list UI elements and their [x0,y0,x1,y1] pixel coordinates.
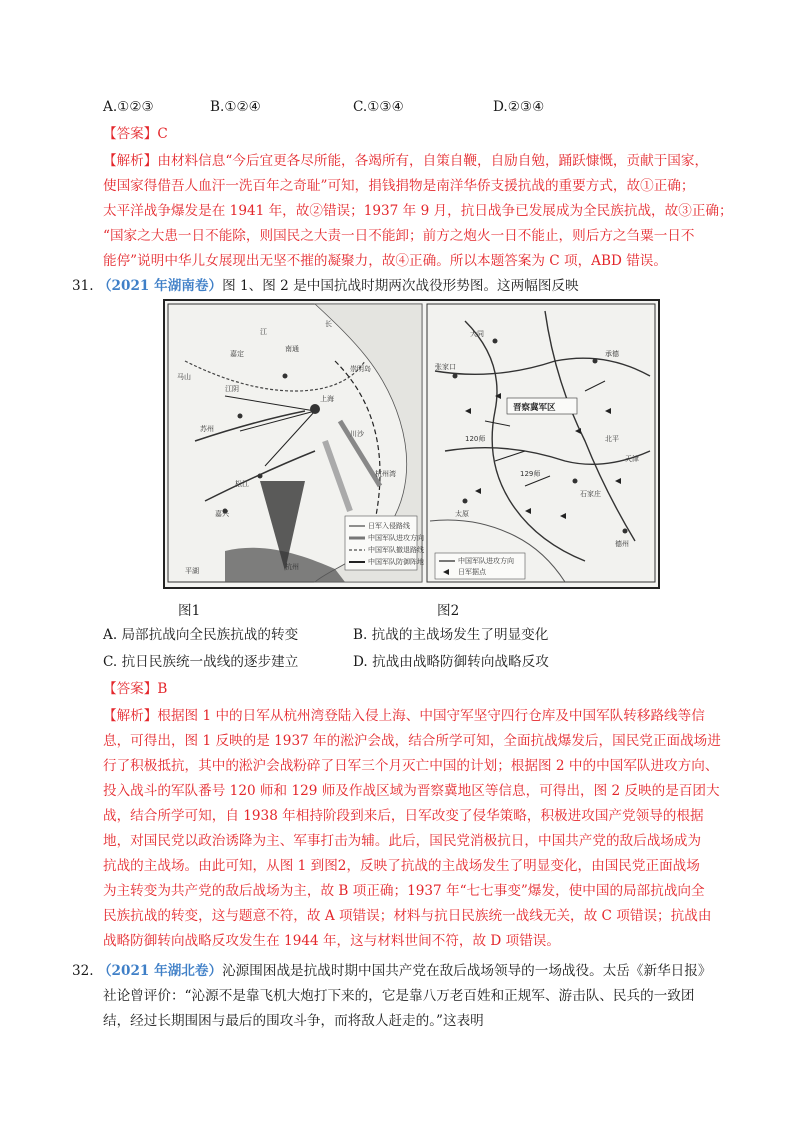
q30-option-c: C.①③④ [353,99,404,115]
map-figure-1 [168,304,424,582]
svg-text:江: 江 [260,328,267,336]
svg-text:中国军队防御阵地: 中国军队防御阵地 [368,558,424,566]
q31-analysis-line: 为主转变为共产党的敌后战场为主，故 B 项正确；1937 年“七七事变”爆发，使中国的局部抗战向全 [103,883,705,899]
svg-text:日军据点: 日军据点 [458,568,486,576]
q30-analysis-line: 【解析】由材料信息“今后宜更各尽所能，各竭所有，自策自鞭，自励自勉，踊跃慷慨，贡献于国家， [103,153,709,169]
map-figure-2 [427,304,655,582]
svg-text:长: 长 [325,320,332,328]
svg-text:中国军队撤退路线: 中国军队撤退路线 [368,546,424,554]
q31-analysis-line: 投入战斗的军队番号 120 师和 129 师及作战区域为晋察冀地区等信息，可得出，图 2 反映的是百团大 [103,783,720,799]
q30-analysis-line: “国家之大患一日不能除，则国民之大责一日不能卸；前方之炮火一日不能止，则后方之刍粟一日不 [103,228,695,244]
q32-stem: 32. （2021 年湖北卷）沁源围困战是抗战时期中国共产党在敌后战场领导的一场战役。太岳《新华日报》 [72,963,712,979]
q30-answer: 【答案】C [103,126,168,142]
svg-text:太原: 太原 [455,510,469,518]
svg-text:承德: 承德 [605,350,619,358]
svg-text:平湖: 平湖 [185,567,199,575]
q31-option-c: C. 抗日民族统一战线的逐步建立 [103,654,299,670]
svg-text:嘉兴: 嘉兴 [215,510,229,518]
q31-analysis-line: 抗战的主战场。由此可知，从图 1 到图2，反映了抗战的主战场发生了明显变化，由国民党正面战场 [103,858,700,874]
q31-analysis-line: 行了积极抵抗，其中的淞沪会战粉碎了日军三个月灭亡中国的计划；根据图 2 中的中国军队进攻方向、 [103,758,719,774]
q31-source: （2021 年湖南卷） [97,278,223,294]
svg-text:上海: 上海 [320,395,334,403]
q32-stem-line: 结，经过长期围困与最后的围攻斗争，而将敌人赶走的。”这表明 [103,1013,484,1029]
svg-text:苏州: 苏州 [200,425,214,433]
svg-text:天津: 天津 [625,455,639,463]
q32-source: （2021 年湖北卷） [97,963,223,979]
q31-analysis-line: 【解析】根据图 1 中的日军从杭州湾登陆入侵上海、中国守军坚守四行仓库及中国军队转移路线等信 [103,708,705,724]
svg-text:张家口: 张家口 [435,363,456,371]
q31-stem: 31. （2021 年湖南卷）图 1、图 2 是中国抗战时期两次战役形势图。这两幅图反映 [72,278,579,294]
svg-text:马山: 马山 [177,373,191,381]
figure-1-caption: 图1 [178,603,201,619]
q31-answer: 【答案】B [103,681,168,697]
svg-text:杭州: 杭州 [285,563,299,571]
svg-text:江阴: 江阴 [225,385,239,393]
svg-text:川沙: 川沙 [350,430,364,438]
q31-analysis-line: 战，结合所学可知，自 1938 年相持阶段到来后，日军改变了侵华策略，积极进攻国产党领导的根据 [103,808,704,824]
q30-option-d: D.②③④ [493,99,545,115]
svg-text:德州: 德州 [615,540,629,548]
q31-analysis-line: 息，可得出，图 1 反映的是 1937 年的淞沪会战，结合所学可知，全面抗战爆发后，国民党正面战场进 [103,733,721,749]
q30-analysis-line: 能停”说明中华儿女展现出无坚不摧的凝聚力，故④正确。所以本题答案为 C 项，ABD 错误。 [103,253,667,269]
q30-analysis-line: 太平洋战争爆发是在 1941 年，故②错误；1937 年 9 月，抗日战争已发展成为全民族抗战，故③正确； [103,203,733,219]
svg-text:大同: 大同 [470,330,484,338]
svg-text:南通: 南通 [285,345,299,353]
svg-text:崇明岛: 崇明岛 [350,365,371,373]
q31-option-a: A. 局部抗战向全民族抗战的转变 [103,627,299,643]
svg-text:中国军队进攻方向: 中国军队进攻方向 [368,534,424,542]
q31-analysis-line: 民族抗战的转变，这与题意不符，故 A 项错误；材料与抗日民族统一战线无关，故 C 项错误；抗战由 [103,908,712,924]
svg-text:129师: 129师 [520,470,541,478]
svg-text:北平: 北平 [605,435,619,443]
q30-analysis-line: 使国家得借吾人血汗一洗百年之奇耻”可知，捐钱捐物是南洋华侨支援抗战的重要方式，故①正确； [103,178,695,194]
svg-text:杭州湾: 杭州湾 [375,470,396,478]
q31-analysis-line: 战略防御转向战略反攻发生在 1944 年，这与材料世间不符，故 D 项错误。 [103,933,560,949]
svg-text:石家庄: 石家庄 [580,490,601,498]
svg-text:中国军队进攻方向: 中国军队进攻方向 [458,557,514,565]
q31-analysis-line: 地，对国民党以政治诱降为主、军事打击为辅。此后，国民党消极抗日，中国共产党的敌后战场成为 [103,833,702,849]
q31-option-d: D. 抗战由战略防御转向战略反攻 [353,654,549,670]
q32-stem-line: 社论曾评价：“沁源不是靠飞机大炮打下来的，它是靠八万老百姓和正规军、游击队、民兵的一致团 [103,988,695,1004]
svg-text:日军入侵路线: 日军入侵路线 [368,522,410,530]
svg-text:嘉定: 嘉定 [230,350,244,358]
figure-2-caption: 图2 [437,603,460,619]
q31-option-b: B. 抗战的主战场发生了明显变化 [353,627,549,643]
q30-option-a: A.①②③ [103,99,154,115]
battle-maps-figure [163,299,660,589]
svg-text:晋察冀军区: 晋察冀军区 [513,403,556,413]
svg-text:松江: 松江 [235,480,249,488]
svg-text:120师: 120师 [465,435,486,443]
q30-option-b: B.①②④ [210,99,261,115]
